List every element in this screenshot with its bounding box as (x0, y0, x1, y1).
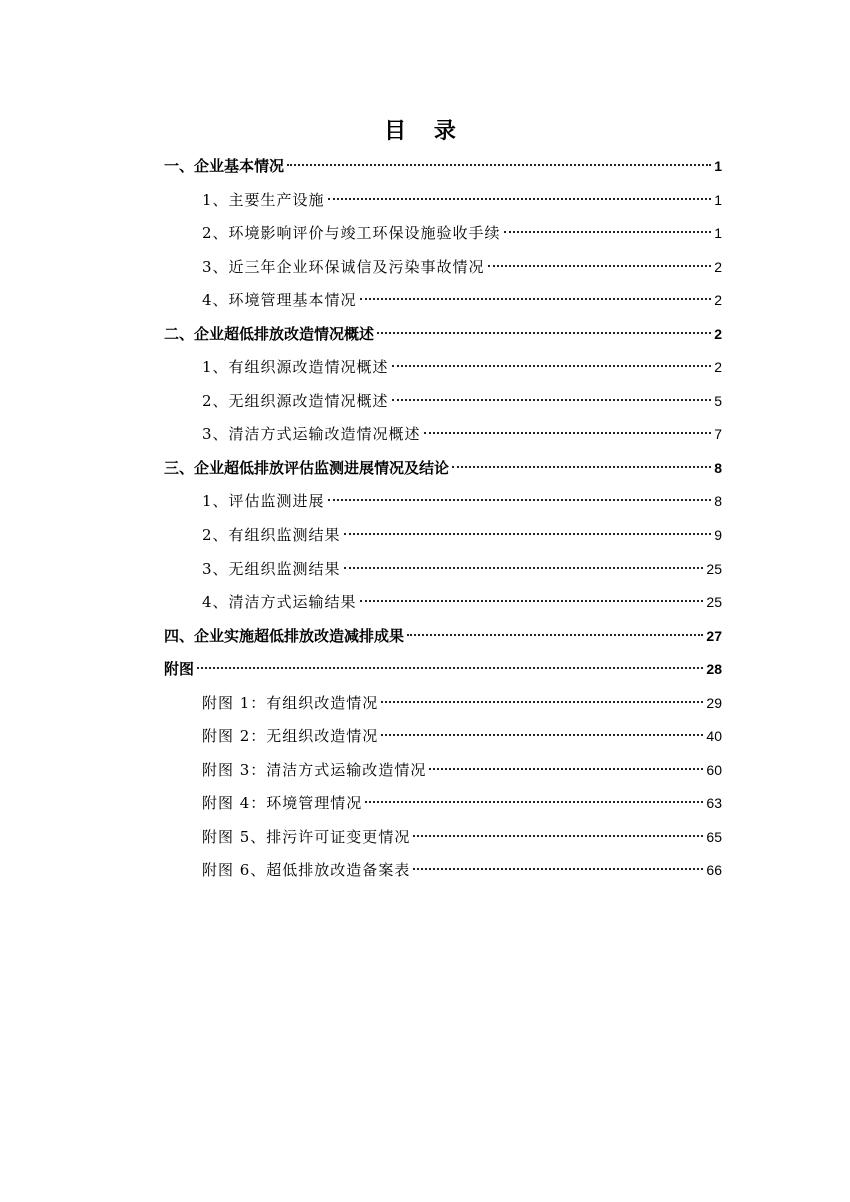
toc-entry-label: 3、清洁方式运输改造情况概述 (202, 425, 421, 444)
toc-dot-leader (360, 600, 704, 602)
toc-entry-label: 1、有组织源改造情况概述 (202, 358, 389, 377)
toc-entry-label: 附图 (164, 660, 195, 679)
toc-dot-leader (452, 466, 711, 468)
toc-dot-leader (407, 634, 703, 636)
toc-entry-label: 2、环境影响评价与竣工环保设施验收手续 (202, 224, 501, 243)
toc-title: 目 录 (384, 118, 466, 144)
toc-entry-3-4[interactable] (164, 586, 722, 620)
toc-entry-1-1[interactable] (164, 184, 722, 218)
toc-dot-leader (287, 164, 711, 166)
toc-entry-appendix-3[interactable] (164, 754, 722, 788)
toc-page-number: 2 (714, 258, 722, 275)
toc-entry-label: 附图 2：无组织改造情况 (202, 727, 379, 746)
toc-page-number: 65 (706, 828, 722, 845)
toc-entry-section-3[interactable] (164, 452, 722, 486)
toc-page-number: 40 (706, 728, 722, 745)
toc-dot-leader (328, 198, 712, 200)
toc-entry-label: 4、清洁方式运输结果 (202, 593, 357, 612)
toc-entry-label: 附图 5、排污许可证变更情况 (202, 827, 411, 846)
toc-entry-label: 1、主要生产设施 (202, 190, 325, 209)
toc-entry-appendix-5[interactable] (164, 821, 722, 855)
toc-dot-leader (413, 868, 703, 870)
toc-page-number: 29 (706, 694, 722, 711)
toc-entry-1-4[interactable] (164, 284, 722, 318)
toc-page-number: 2 (714, 359, 722, 376)
toc-dot-leader (328, 499, 712, 501)
toc-dot-leader (488, 265, 712, 267)
toc-entry-label: 1、评估监测进展 (202, 492, 325, 511)
toc-page-number: 2 (714, 325, 722, 342)
toc-entry-2-2[interactable] (164, 385, 722, 419)
toc-entry-label: 三、企业超低排放评估监测进展情况及结论 (164, 458, 450, 477)
toc-entry-label: 3、无组织监测结果 (202, 559, 341, 578)
toc-entry-appendix-2[interactable] (164, 720, 722, 754)
toc-page-number: 66 (706, 862, 722, 879)
toc-page-number: 2 (714, 292, 722, 309)
toc-page-number: 8 (714, 493, 722, 510)
toc-entry-appendix-6[interactable] (164, 854, 722, 888)
toc-entry-appendix-4[interactable] (164, 787, 722, 821)
toc-page-number: 1 (714, 158, 722, 174)
toc-dot-leader (413, 835, 703, 837)
toc-entry-label: 四、企业实施超低排放改造减排成果 (164, 626, 405, 645)
toc-dot-leader (377, 332, 711, 334)
toc-dot-leader (197, 667, 703, 669)
toc-dot-leader (344, 567, 704, 569)
toc-dot-leader (381, 734, 703, 736)
toc-page-number: 63 (706, 795, 722, 812)
toc-page-number: 27 (706, 627, 722, 644)
toc-entry-label: 附图 1：有组织改造情况 (202, 693, 379, 712)
toc-entry-label: 附图 6、超低排放改造备案表 (202, 861, 411, 880)
toc-dot-leader (429, 768, 703, 770)
toc-entry-label: 附图 3：清洁方式运输改造情况 (202, 760, 427, 779)
toc-dot-leader (360, 298, 712, 300)
toc-page-number: 9 (714, 527, 722, 544)
toc-entry-1-3[interactable] (164, 251, 722, 285)
toc-page-number: 8 (714, 459, 722, 476)
toc-entry-label: 2、有组织监测结果 (202, 526, 341, 545)
toc-page-number: 5 (714, 392, 722, 409)
toc-dot-leader (365, 801, 703, 803)
toc-entry-appendix[interactable] (164, 653, 722, 687)
toc-entry-section-2[interactable] (164, 318, 722, 352)
toc-entry-1-2[interactable] (164, 217, 722, 251)
toc-dot-leader (392, 365, 712, 367)
toc-entry-label: 二、企业超低排放改造情况概述 (164, 324, 375, 343)
toc-page-number: 28 (706, 661, 722, 678)
toc-entry-section-1[interactable] (164, 150, 722, 184)
toc-entry-section-4[interactable] (164, 620, 722, 654)
table-of-contents (164, 150, 722, 888)
toc-page-number: 1 (714, 225, 722, 242)
toc-entry-label: 2、无组织源改造情况概述 (202, 391, 389, 410)
toc-entry-label: 一、企业基本情况 (164, 157, 285, 175)
toc-page-number: 25 (706, 594, 722, 611)
toc-dot-leader (344, 533, 712, 535)
toc-dot-leader (392, 399, 712, 401)
toc-dot-leader (381, 701, 703, 703)
toc-entry-appendix-1[interactable] (164, 687, 722, 721)
toc-dot-leader (424, 432, 712, 434)
toc-entry-2-1[interactable] (164, 351, 722, 385)
toc-page-number: 7 (714, 426, 722, 443)
toc-entry-3-3[interactable] (164, 553, 722, 587)
toc-entry-label: 附图 4：环境管理情况 (202, 794, 363, 813)
toc-page-number: 25 (706, 560, 722, 577)
toc-page-number: 1 (714, 191, 722, 208)
toc-entry-label: 4、环境管理基本情况 (202, 291, 357, 310)
toc-entry-2-3[interactable] (164, 418, 722, 452)
toc-entry-3-1[interactable] (164, 485, 722, 519)
toc-page-number: 60 (706, 761, 722, 778)
toc-dot-leader (504, 231, 712, 233)
toc-entry-label: 3、近三年企业环保诚信及污染事故情况 (202, 257, 485, 276)
toc-entry-3-2[interactable] (164, 519, 722, 553)
